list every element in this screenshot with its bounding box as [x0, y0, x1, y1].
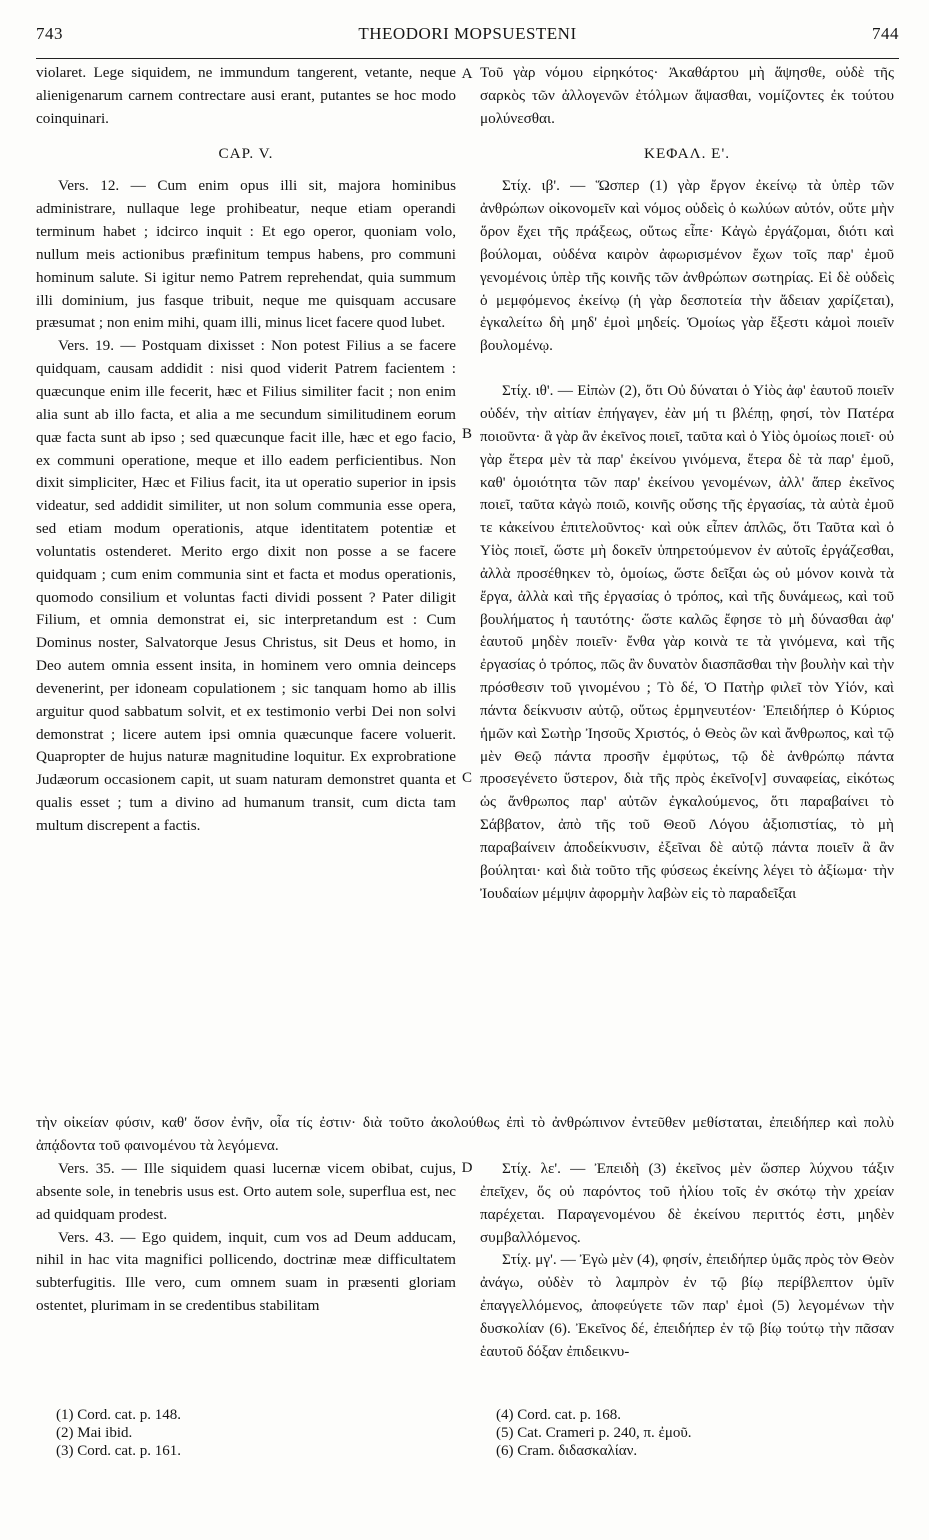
- latin-column: [36, 62, 456, 838]
- footnote: (3) Cord. cat. p. 161.: [56, 1443, 181, 1459]
- footnote: (1) Cord. cat. p. 148.: [56, 1407, 181, 1423]
- running-title: THEODORI MOPSUESTENI: [358, 24, 577, 43]
- greek-paragraph-stich-35: Στίχ. λε'. — Ἐπειδὴ (3) ἐκεῖνος μὲν ὥσπερ λύχνου τάξιν ἐπεῖχεν, ὅς οὐ παρόντος τοῦ ἡλίου τοῖς ἐν σκότῳ τὴν χρείαν παρέχεται. Παραγενομένου δὲ ἐκείνου περιττός ἐστι, μηδὲν συμβαλλόμενος.: [480, 1160, 894, 1246]
- latin-column-lower: [36, 1158, 456, 1318]
- footnote: (6) Cram. διδασκαλίαν.: [496, 1443, 638, 1459]
- greek-column: [480, 62, 894, 906]
- footnote: (2) Mai ibid.: [56, 1425, 133, 1441]
- page-number-right: 744: [872, 24, 899, 43]
- footnotes-left: [56, 1406, 181, 1460]
- greek-paragraph-stich-19: Στίχ. ιθ'. — Εἰπὼν (2), ὅτι Οὐ δύναται ὁ Υἱὸς ἀφ' ἑαυτοῦ ποιεῖν οὐδέν, τὴν αἰτίαν ἐπήγαγεν, ἐὰν μή τι βλέπῃ, φησί, τὸν Πατέρα ποιοῦντα· ἃ γὰρ ἂν ἐκεῖνος ποιεῖ, ταῦτα καὶ ὁ Υἱὸς ὁμοίως ποιεῖ· οὐ γὰρ ἕτερα μὲν τὰ παρ' ἐκείνου γινόμενα, ἕτερα δὲ τὰ παρ' ἐμοῦ, καθ' ὁμοιότητα τῶν παρ' ἐκείνου γενομένων, ἀλλ' ἅπερ ἐκεῖνος ποιεῖ, ταῦτα κἀγὼ ποιῶ, κοινῆς οὔσης τῆς ἐργασίας, τὰ αὐτὰ ἐμοῦ τε κἀκείνου ἐπιτελοῦντος· καὶ οὐκ εἶπεν ἁπλῶς, ὅτι Ταῦτα καὶ ὁ Υἱὸς ποιεῖ, ὥστε μὴ δοκεῖν ὑπηρετούμενον ἐν αὐτοῖς ἐργάζεσθαι, ἀλλὰ προσέθηκεν τὸ, ὁμοίως, ὥστε δεῖξαι ὡς οὐ μόνον κοινὰ τὰ ἔργα, ἀλλὰ καὶ τῆς ἐργασίας ὁ τρόπος, καὶ τῆς δυνάμεως, καὶ τοῦ βουλήματος ἡ ταυτότης· ὥστε καλῶς ἔφησε τὸ μὴ δύνασθαι ἀφ' ἑαυτοῦ μηδὲν ποιεῖν· ἔνθα γὰρ κοινὰ τε τὰ γινόμενα, καὶ τῆς ἐργασίας ὁ τρόπος, πῶς ἂν δυνατὸν διασπᾶσθαι τὴν βουλὴν καὶ τὴν πρόσθεσιν τοῦ γινομένου ; Τὸ δέ, Ὁ Πατὴρ φιλεῖ τὸν Υἱόν, καὶ πάντα δείκνυσιν αὐτῷ, οὕτως ἑρμηνευτέον· Ἐπειδήπερ ὁ Κύριος ἡμῶν καὶ Σωτὴρ Ἰησοῦς Χριστός, ὁ Θεὸς ὢν καὶ ἄνθρωπος, καὶ τῷ μὲν Θεῷ πάντα προσῆν ἐμφύτως, τῷ δὲ ἀνθρώπῳ πάντα προσεγένετο ὕστερον, διὰ τῆς πρὸς ἐκεῖνο[ν] συναφείας, εἰκότως ὡς ἄνθρωπος παρ' αὐτῶν ἐγκαλούμενος, ὅτι παραβαίνει τὸ Σάββατον, ἀπὸ τῆς τοῦ Θεοῦ Λόγου ἀξιοπιστίας, τὸ μὴ παραβαίνειν ἀποδείκνυσιν, ἐξεῖναι δὲ αὐτῷ πάντα ποιεῖν ἃ ἂν βούληται· καὶ διὰ τοῦτο τῆς φύσεως ἐκείνης λέγει τὸ ἀξίωμα· τὴν Ἰουδαίων μέμψιν ἀφορμὴν λαβὼν εἰς τὸ παραδεῖξαι: [480, 382, 894, 902]
- column-marker-c: C: [461, 770, 472, 786]
- latin-paragraph-vers-35: Vers. 35. — Ille siquidem quasi lucernæ vicem obibat, cujus, absente sole, in tenebris usus est. Orto autem sole, superflua est, nec ad quidquam prodest.: [36, 1160, 456, 1223]
- latin-paragraph-vers-19: Vers. 19. — Postquam dixisset : Non potest Filius a se facere quidquam, causam addidit : nisi quod viderit Patrem facientem : quæcunque enim ille fecerit, hæc et Filius similiter facit ; non enim alia sunt ab illo facta, et alia a me secundum similitudinem eorum quæ facta sunt ab ipso ; sed quæcunque facit ille, hæc et ego facio, ex communi operatione, meque et illo eadem perficientibus. Non dixit simpliciter, Hæc et Filius facit, ita ut operatio superior in ipsis videatur, sed addidit similiter, ut non solum communia esse opera, sed etiam modum operationis, atque identitatem potentiæ et voluntatis ostenderet. Merito ergo dixit non posse a se facere quidquam ; cum enim communia sint et facta et modus operationis, quomodo consilium et voluntas facti dividi possent ? Pater diligit Filium, et omnia demonstrat ei, sic interpretandum est : Cum Dominus noster, Salvatorque Jesus Christus, sit Deus et homo, in Deo autem omnia essent insita, in hominem vero omnia deinceps devenerint, per idoneam copulationem ; sic tanquam homo ab illis arguitur quod sabbatum solvit, et ex testimonio verbi Dei non solvi demonstrat ; licere autem ipsi omnia quæcunque facere voluerit. Quapropter de hujus naturæ magnitudine loquitur. Ex exprobratione Judæorum occasionem capit, ut suam naturam demonstret quanta et qualis esset ; tum a divino ad humanum transit, cum dicta tam multum discrepent a factis.: [36, 337, 456, 834]
- latin-paragraph-vers-12: Vers. 12. — Cum enim opus illi sit, majora hominibus administrare, nullaque lege prohibeatur, neque etiam operandi terminum habet ; idcirco inquit : Et ego operor, quoniam volo, nullum meis actionibus præfinitum tempus habens, pro communi hominum salute. Si igitur nemo Patrem reprehendat, quia summum illi dominium, jus fasque tribuit, neque me quisquam accusare præsumat ; non enim mihi, quam illi, minus licet facere quod lubet.: [36, 177, 456, 332]
- running-header: [36, 24, 899, 48]
- page-number-left: 743: [36, 24, 63, 43]
- column-marker-b: B: [461, 426, 472, 442]
- footnotes-right: [496, 1406, 692, 1460]
- column-marker-a: A: [461, 66, 473, 82]
- latin-paragraph-vers-43: Vers. 43. — Ego quidem, inquit, cum vos ad Deum adducam, nihil in hac vita magnifici pollicendo, doctrinæ meæ difficultatem subterfugitis. Ille vero, cum omnem suam in præsenti gloriam ostentet, plurimam in se credentibus stabilitam: [36, 1228, 456, 1315]
- greek-chapter-heading: ΚΕΦΑΛ. Ε'.: [643, 144, 730, 162]
- greek-full-width-continuation: τὴν οἰκείαν φύσιν, καθ' ὅσον ἐνῆν, οἷα τίς ἐστιν· διὰ τοῦτο ἀκολούθως ἐπὶ τὸ ἀνθρώπινον ἐντεῦθεν μεθίσταται, ἐπειδήπερ καὶ πολὺ ἀπᾴδοντα τοῦ φαινομένου τὰ λεγόμενα.: [36, 1114, 894, 1154]
- latin-paragraph-0: violaret. Lege siquidem, ne immundum tangerent, vetante, neque alienigenarum carnem contrectare ausi erant, putantes se hoc modo coinquinari.: [36, 64, 456, 127]
- greek-paragraph-stich-12: Στίχ. ιβ'. — Ὥσπερ (1) γὰρ ἔργον ἐκείνῳ τὰ ὑπὲρ τῶν ἀνθρώπων οἰκονομεῖν καὶ νόμος οὐδεὶς ὁ κωλύων αὐτόν, οὔτε μὴν ὅρον ἔχει τῆς πράξεως, οὕτως εἶπε· Κἀγὼ ἐργάζομαι, διότι καὶ βούλομαι, οὐδένα καιρὸν ἀφωρισμένον ἔχων τοῖς παρ' ἐμοῦ γενομένοις ὑπὲρ τῆς κοινῆς τῶν ἀνθρώπων σωτηρίας. Εἰ δὲ οὐδεὶς ὁ μεμφόμενος ἐκείνῳ (ἡ γὰρ δεσποτεία τὴν ἄδειαν χαρίζεται), ἐγκαλείτω δὴ μηδ' ἐμοὶ μηδείς. Ὁμοίως γὰρ ἔξεστι κἀμοὶ ποιεῖν βουλομένῳ.: [480, 177, 894, 355]
- footnote: (4) Cord. cat. p. 168.: [496, 1407, 621, 1423]
- column-marker-d: D: [461, 1160, 473, 1176]
- header-rule: [36, 58, 899, 59]
- footnote: (5) Cat. Crameri p. 240, π. ἐμοῦ.: [496, 1425, 692, 1441]
- greek-paragraph-0: Τοῦ γὰρ νόμου εἰρηκότος· Ἀκαθάρτου μὴ ἅψησθε, οὐδὲ τῆς σαρκὸς τῶν ἀλλογενῶν ἐτόλμων ἅψασθαι, νομίζοντες ἐκ τούτου μολύνεσθαι.: [480, 64, 894, 127]
- latin-chapter-heading: CAP. V.: [218, 144, 274, 162]
- greek-paragraph-stich-43: Στίχ. μγ'. — Ἐγὼ μὲν (4), φησίν, ἐπειδήπερ ὑμᾶς πρὸς τὸν Θεὸν ἀνάγω, οὐδὲν τὸ λαμπρὸν ἐν τῷ βίῳ περίβλεπτον ὑμῖν ἐπαγγελλόμενος, ἀποφεύγετε τῶν παρ' ἐμοὶ (5) λεγομένων τὴν δυσκολίαν (6). Ἐκεῖνος δέ, ἐπειδήπερ ἐν τῷ βίῳ τούτῳ τὴν πᾶσαν ἑαυτοῦ δόξαν ἐπιδεικνυ-: [480, 1251, 894, 1360]
- greek-column-lower: [480, 1158, 894, 1364]
